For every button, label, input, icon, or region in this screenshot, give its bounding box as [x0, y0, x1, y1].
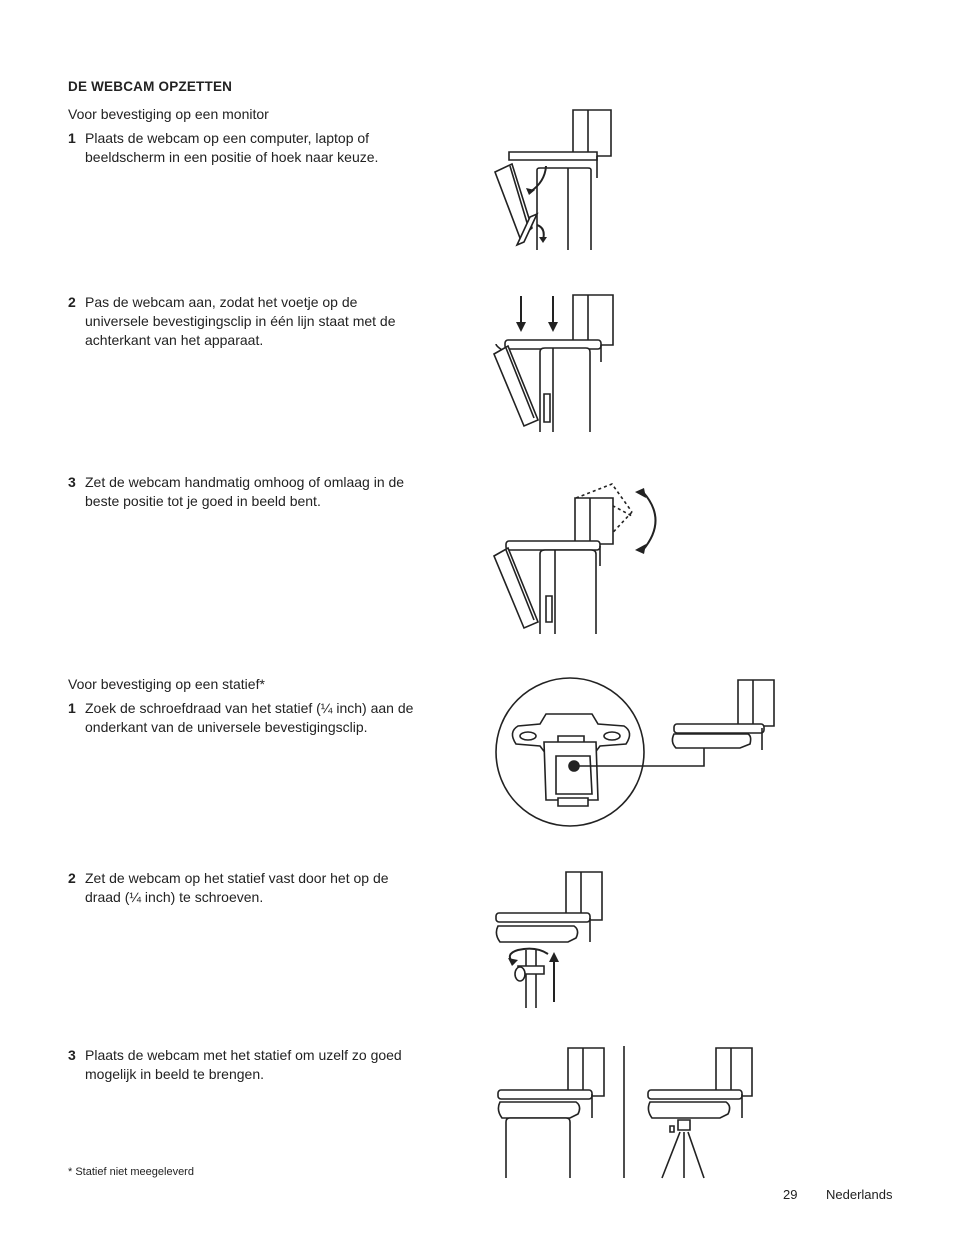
step-text: Zet de webcam op het statief vast door het op de draad (¼ inch) te schroeven.	[85, 870, 389, 905]
step-number: 1	[68, 700, 76, 716]
step-number: 3	[68, 1047, 76, 1063]
step-text: Zoek de schroefdraad van het statief (¼ inch) aan de onderkant van de universele bevestigingsclip.	[85, 700, 414, 735]
page-number: 29	[783, 1187, 798, 1202]
step-number: 2	[68, 870, 76, 886]
illustration-monitor-step-3	[480, 478, 670, 638]
illustration-tripod-step-3	[490, 1044, 770, 1184]
tripod-section-label: Voor bevestiging op een statief*	[68, 676, 265, 692]
footnote: * Statief niet meegeleverd	[68, 1166, 194, 1178]
step-text: Pas de webcam aan, zodat het voetje op de universele bevestigingsclip in één lijn staat met de achterkant van het apparaat.	[85, 294, 396, 348]
step-text: Plaats de webcam met het statief om uzelf zo goed mogelijk in beeld te brengen.	[85, 1047, 402, 1082]
language-label: Nederlands	[826, 1187, 893, 1202]
illustration-tripod-step-1	[494, 676, 784, 832]
step-number: 3	[68, 474, 76, 490]
step-text: Zet de webcam handmatig omhoog of omlaag in de beste positie tot je goed in beeld bent.	[85, 474, 405, 509]
step-number: 2	[68, 294, 76, 310]
step-text: Plaats de webcam op een computer, laptop of beeldscherm in een positie of hoek naar keuze.	[85, 130, 379, 165]
page-heading: DE WEBCAM OPZETTEN	[68, 79, 233, 94]
illustration-tripod-step-2	[490, 868, 620, 1013]
illustration-monitor-step-2	[480, 290, 640, 435]
monitor-section-label: Voor bevestiging op een monitor	[68, 106, 269, 122]
illustration-monitor-step-1	[480, 100, 640, 260]
step-number: 1	[68, 130, 76, 146]
